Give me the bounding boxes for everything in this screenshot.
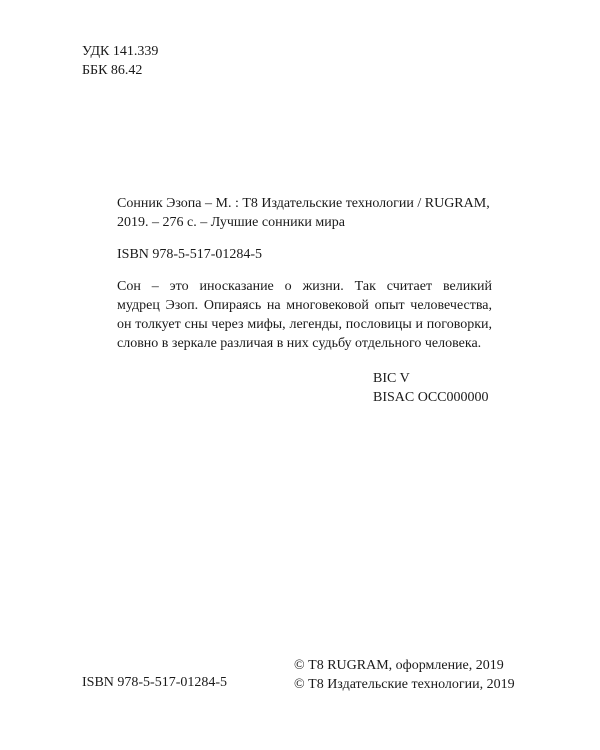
annotation-line: словно в зеркале различая в них судьбу отдельного человека. (117, 336, 482, 351)
copyright-notices (294, 656, 515, 694)
annotation-line: Сон – это иносказание о жизни. Так считает великий (117, 279, 492, 294)
annotation-line: он толкует сны через мифы, легенды, пословицы и поговорки, (117, 317, 492, 332)
isbn-top: ISBN 978-5-517-01284-5 (117, 247, 263, 262)
bbk-code: ББК 86.42 (82, 63, 143, 78)
classification-codes (82, 42, 158, 80)
bibliographic-record (117, 194, 497, 232)
copyright-publisher: © Т8 Издательские технологии, 2019 (294, 677, 515, 692)
subject-codes (373, 369, 489, 407)
isbn-bottom: ISBN 978-5-517-01284-5 (82, 675, 228, 690)
bibliography-line: 2019. – 276 с. – Лучшие сонники мира (117, 215, 345, 230)
annotation (117, 277, 492, 353)
bibliography-line: Сонник Эзопа – М. : Т8 Издательские технологии / RUGRAM, (117, 196, 490, 211)
copyright-design: © Т8 RUGRAM, оформление, 2019 (294, 658, 504, 673)
bisac-code: BISAC OCC000000 (373, 390, 489, 405)
udk-code: УДК 141.339 (82, 44, 159, 59)
annotation-line: мудрец Эзоп. Опираясь на многовековой опыт человечества, (117, 298, 492, 313)
bic-code: BIC V (373, 371, 410, 386)
